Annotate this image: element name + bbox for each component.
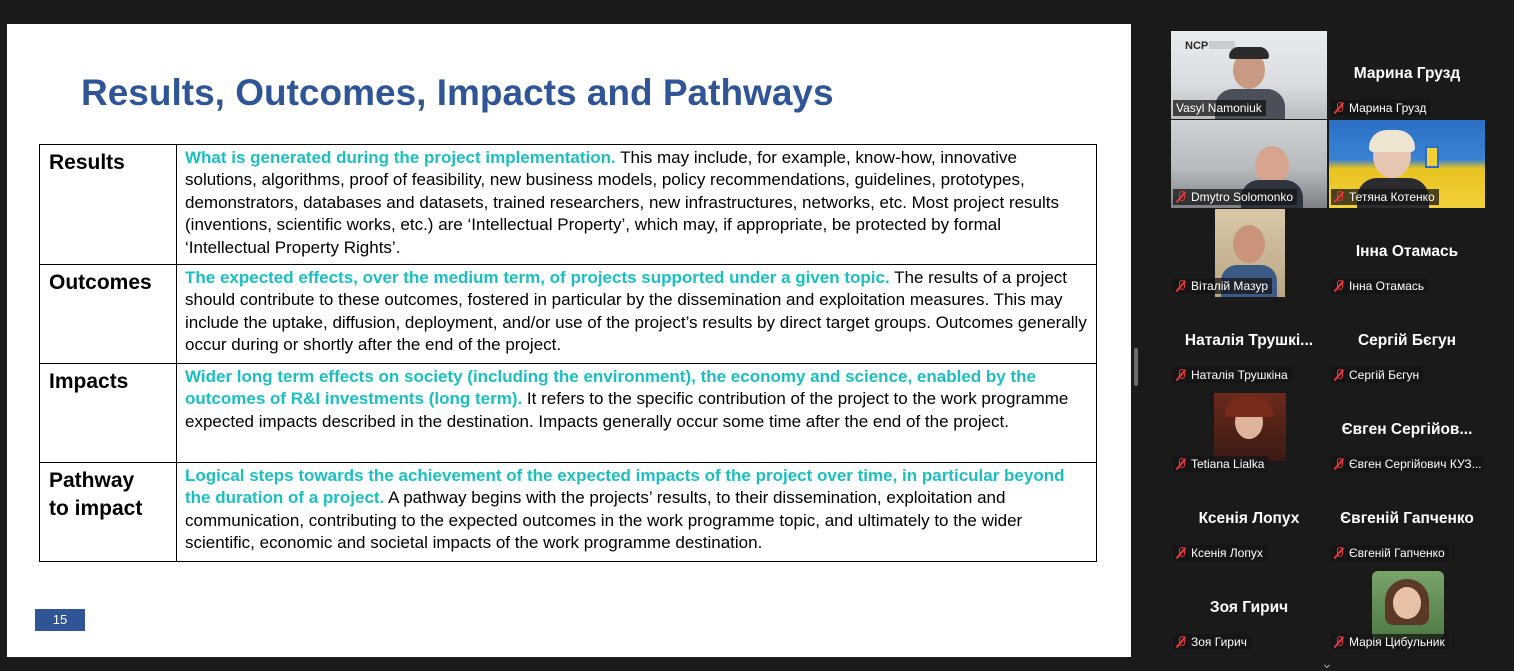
term-outcomes: Outcomes [40,265,177,364]
participant-name-label [1331,456,1483,472]
definition-highlight: The expected effects, over the medium term, of projects supported under a given topic. [185,268,890,287]
definition-impacts [177,364,1097,463]
participant-name-label [1331,189,1439,205]
participant-name: Марина Грузд [1349,101,1427,115]
participant-tile[interactable] [1329,387,1485,475]
definition-text: This may include, for example, know-how, innovative solutions, algorithms, proof of feasibility, new business models, policy recommendations, guidelines, prototypes, demonstrators, databases and datasets, trained researchers, new infrastructures, networks, etc. Most project results (inventions, scientific works, etc.) are ‘Intellectual Property’, which may, if appropriate, be protected by formal ‘Intellectual Property Rights’. [185,148,1060,257]
mic-off-icon [1334,636,1344,648]
avatar-hair [1229,47,1269,59]
term-line: Pathway [49,469,135,492]
avatar-hair [1369,130,1415,152]
definition-highlight: Wider long term effects on society (including the environment), the economy and science, enabled by the outcomes of R&I investments (long term). [185,367,1036,409]
slide-number: 15 [35,609,85,631]
mic-off-icon [1334,280,1344,292]
term-pathway [40,463,177,562]
shared-slide [7,24,1131,657]
participant-name: Віталій Мазур [1191,279,1268,293]
participant-display-name: Марина Грузд [1353,65,1461,82]
participant-name: Марія Цибульник [1349,635,1445,649]
participant-tile[interactable] [1329,120,1485,208]
mic-off-icon [1176,636,1186,648]
participant-tile[interactable] [1171,476,1327,564]
participant-tile[interactable] [1329,476,1485,564]
participant-display-name: Зоя Гирич [1209,599,1289,616]
definition-outcomes [177,265,1097,364]
participant-tile[interactable] [1171,120,1327,208]
participant-name: Наталія Трушкіна [1191,368,1288,382]
mic-off-icon [1334,369,1344,381]
definition-results [177,145,1097,265]
participant-tile[interactable] [1171,209,1327,297]
participant-name-label [1173,634,1251,650]
mic-off-icon [1176,369,1186,381]
participant-name: Інна Отамась [1349,279,1425,293]
participant-name-label [1331,367,1423,383]
mic-off-icon [1176,458,1186,470]
definition-highlight: Logical steps towards the achievement of the expected impacts of the project over time, in particular beyond the duration of a project. [185,466,1065,508]
participant-name-label [1173,367,1292,383]
table-row [40,265,1097,364]
mic-off-icon [1334,547,1344,559]
panel-resize-handle[interactable] [1134,348,1138,386]
participant-name: Тетяна Котенко [1349,190,1435,204]
mic-off-icon [1334,191,1344,203]
participant-tile[interactable] [1329,209,1485,297]
participant-display-name: Наталія Трушкі... [1184,332,1314,349]
participant-name-label [1331,545,1449,561]
participant-tile[interactable] [1171,31,1327,119]
table-row [40,364,1097,463]
participant-name: Ксенія Лопух [1191,546,1263,560]
table-row [40,463,1097,562]
participant-tile[interactable] [1171,298,1327,386]
definitions-table [39,144,1097,562]
participant-name: Dmytro Solomonko [1191,190,1294,204]
participant-display-name: Ксенія Лопух [1198,510,1300,527]
slide-title: Results, Outcomes, Impacts and Pathways [81,72,834,113]
participant-name: Vasyl Namoniuk [1176,101,1262,115]
participant-name-label [1173,100,1266,116]
mic-off-icon [1334,102,1344,114]
participant-display-name: Євген Сергійов... [1341,421,1473,438]
logo-subtitle [1209,41,1235,49]
participants-gallery [1142,0,1514,671]
participant-display-name: Сергій Бєгун [1357,332,1457,349]
definition-pathway [177,463,1097,562]
participant-name: Зоя Гирич [1191,635,1247,649]
participant-name-label [1173,456,1268,472]
participant-name-label [1173,189,1297,205]
participant-name-label [1173,278,1272,294]
mic-off-icon [1176,280,1186,292]
participant-tile[interactable] [1329,565,1485,653]
definition-text: It refers to the specific contribution of the project to the work programme expected impacts described in the destination. Impacts generally occur some time after the end of the project. [185,389,1069,431]
mic-off-icon [1176,547,1186,559]
avatar-hair [1225,397,1273,417]
participant-name: Tetiana Lialka [1191,457,1265,471]
term-impacts: Impacts [40,364,177,463]
definition-text: The results of a project should contribute to these outcomes, fostered in particular by the dissemination and exploitation measures. This may include the uptake, diffusion, deployment, and/or use of the project’s results by direct target groups. Outcomes generally occur during or shortly after the end of the project. [185,268,1087,355]
participant-display-name: Інна Отамась [1355,243,1459,260]
table-row [40,145,1097,265]
avatar-face [1393,587,1421,619]
participant-tile[interactable] [1329,298,1485,386]
avatar [1233,225,1265,263]
participant-name-label [1331,278,1428,294]
participant-name: Євген Сергійович КУЗ... [1349,457,1482,471]
participant-name-label [1331,100,1430,116]
participant-tile[interactable] [1171,387,1327,475]
flag-emblem [1425,146,1439,168]
term-results: Results [40,145,177,265]
participant-name: Євгеній Гапченко [1349,546,1445,560]
participant-name: Сергій Бєгун [1349,368,1420,382]
participant-tile[interactable] [1329,31,1485,119]
ncp-logo: NCP [1185,40,1209,52]
definition-text: A pathway begins with the projects’ results, to their dissemination, exploitation and communication, contributing to the expected outcomes in the work programme topic, and ultimately to the wider scientific, economic and societal impacts of the work programme destination. [185,488,1023,553]
participant-name-label [1173,545,1267,561]
participant-tile[interactable] [1171,565,1327,653]
participant-display-name: Євгеній Гапченко [1340,510,1474,527]
mic-off-icon [1334,458,1344,470]
mic-off-icon [1176,191,1186,203]
participant-name-label [1331,634,1449,650]
definition-highlight: What is generated during the project implementation. [185,148,616,167]
chevron-down-icon[interactable]: ⌄ [1321,655,1333,671]
term-line: to impact [49,497,143,520]
